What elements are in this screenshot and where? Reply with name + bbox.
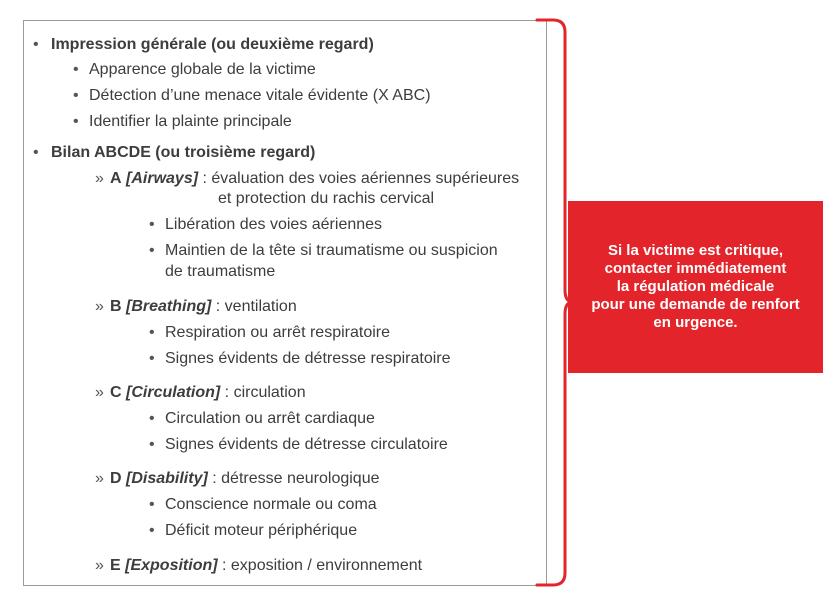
a-item-1: Libération des voies aériennes — [165, 216, 383, 233]
d-item-1: Conscience normale ou coma — [165, 496, 377, 513]
abcde-a-desc: : évaluation des voies aériennes supérieures — [198, 170, 520, 187]
bullet-b-item-1: • — [149, 324, 155, 341]
bullet-general: • — [33, 36, 39, 53]
b-item-1: Respiration ou arrêt respiratoire — [165, 324, 390, 341]
c-item-1: Circulation ou arrêt cardiaque — [165, 410, 375, 427]
section-general-title: Impression générale (ou deuxième regard) — [51, 36, 374, 53]
b-item-2: Signes évidents de détresse respiratoire — [165, 350, 451, 367]
bullet-a-item-1: • — [149, 216, 155, 233]
c-item-2: Signes évidents de détresse circulatoire — [165, 436, 448, 453]
arrow-e: » — [95, 557, 104, 574]
bullet-abcde: • — [33, 144, 39, 161]
abcde-d-letter: D — [110, 470, 122, 487]
abcde-c-term: [Circulation] — [126, 384, 221, 401]
bullet-c-item-2: • — [149, 436, 155, 453]
abcde-b-term: [Breathing] — [126, 298, 212, 315]
bullet-b-item-2: • — [149, 350, 155, 367]
abcde-a-desc-line2: et protection du rachis cervical — [218, 190, 435, 207]
bullet-d-item-2: • — [149, 522, 155, 539]
abcde-b-heading — [110, 297, 297, 317]
arrow-c: » — [95, 384, 104, 401]
abcde-a-letter: A — [110, 170, 122, 187]
bullet-general-item-2: • — [73, 87, 79, 104]
general-item-2: Détection d’une menace vitale évidente (X ABC) — [89, 87, 431, 104]
bullet-c-item-1: • — [149, 410, 155, 427]
abcde-a-term: [Airways] — [126, 170, 199, 187]
abcde-e-heading — [110, 556, 422, 576]
section-abcde-title: Bilan ABCDE (ou troisième regard) — [51, 144, 316, 161]
a-item-2: Maintien de la tête si traumatisme ou suspicion — [165, 242, 498, 259]
general-item-3: Identifier la plainte principale — [89, 113, 292, 130]
d-item-2: Déficit moteur périphérique — [165, 522, 358, 539]
abcde-c-heading — [110, 383, 306, 403]
abcde-d-term: [Disability] — [126, 470, 208, 487]
arrow-d: » — [95, 470, 104, 487]
abcde-b-letter: B — [110, 298, 122, 315]
abcde-e-desc: : exposition / environnement — [217, 557, 423, 574]
callout-text: Si la victime est critique, contacter immédiatement la régulation médicale pour une demande de renfort en urgence. — [591, 242, 800, 331]
a-item-2-continued: de traumatisme — [165, 263, 276, 280]
abcde-c-letter: C — [110, 384, 122, 401]
bullet-general-item-3: • — [73, 113, 79, 130]
abcde-e-term: [Exposition] — [125, 557, 218, 574]
abcde-d-desc: : détresse neurologique — [207, 470, 380, 487]
abcde-c-desc: : circulation — [220, 384, 306, 401]
abcde-d-heading — [110, 469, 379, 489]
abcde-e-letter: E — [110, 557, 121, 574]
critical-callout-box — [568, 201, 823, 373]
abcde-b-desc: : ventilation — [211, 298, 297, 315]
abcde-a-heading — [110, 169, 519, 189]
arrow-a: » — [95, 170, 104, 187]
bullet-a-item-2: • — [149, 242, 155, 259]
general-item-1: Apparence globale de la victime — [89, 61, 316, 78]
bullet-general-item-1: • — [73, 61, 79, 78]
bullet-d-item-1: • — [149, 496, 155, 513]
arrow-b: » — [95, 298, 104, 315]
